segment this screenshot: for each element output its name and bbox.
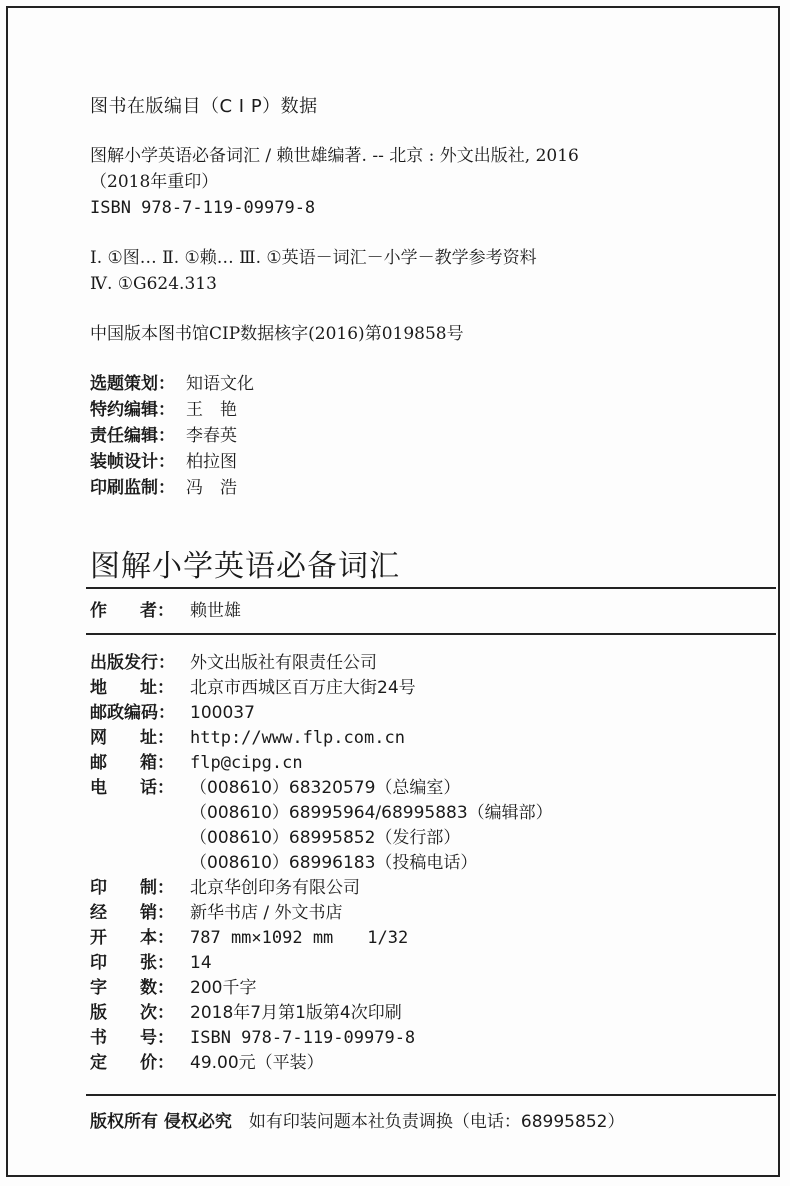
edition-key: 版 xyxy=(90,1003,107,1023)
credit-row xyxy=(90,371,254,397)
book-title: 图解小学英语必备词汇 xyxy=(90,549,400,584)
website-key: 网 xyxy=(90,728,107,748)
address-key: 地 xyxy=(90,678,107,698)
postcode-key: 邮政编码： xyxy=(90,703,175,723)
postcode-value: 100037 xyxy=(190,703,255,723)
rights-notice: 版权所有 侵权必究 xyxy=(90,1112,232,1132)
phone-key-2: 话： xyxy=(140,778,174,798)
cip-line-2: （2018年重印） xyxy=(90,172,219,192)
format-key: 开 xyxy=(90,928,107,948)
email-key: 邮 xyxy=(90,753,107,773)
printer-row xyxy=(90,875,360,901)
email-key-2: 箱： xyxy=(140,753,174,773)
address-value: 北京市西城区百万庄大街24号 xyxy=(190,678,416,698)
printer-key: 印 xyxy=(90,878,107,898)
format-value: 787 mm×1092 mm 1/32 xyxy=(190,928,409,948)
words-key-2: 数： xyxy=(140,978,174,998)
isbn-key-2: 号： xyxy=(140,1028,174,1048)
footer-divider xyxy=(86,1094,776,1096)
words-value: 200千字 xyxy=(190,978,257,998)
phone-key: 电 xyxy=(90,778,107,798)
printer-key-2: 制： xyxy=(140,878,174,898)
website-value: http://www.flp.com.cn xyxy=(190,728,405,748)
price-row xyxy=(90,1050,324,1076)
address-key-2: 址： xyxy=(140,678,174,698)
isbn-key: 书 xyxy=(90,1028,107,1048)
edition-value: 2018年7月第1版第4次印刷 xyxy=(190,1003,402,1023)
distributor-value: 新华书店 / 外文书店 xyxy=(190,903,343,923)
edition-row xyxy=(90,1000,402,1026)
isbn-row xyxy=(90,1025,415,1051)
cip-line-1: 图解小学英语必备词汇 / 赖世雄编著. -- 北京 : 外文出版社, 2016 xyxy=(90,146,579,166)
address-row xyxy=(90,675,416,701)
credit-key: 责任编辑： xyxy=(90,426,175,446)
credit-value: 柏拉图 xyxy=(186,452,237,472)
publisher-key: 出版发行： xyxy=(90,653,175,673)
isbn-value: ISBN 978-7-119-09979-8 xyxy=(190,1028,416,1048)
distributor-row xyxy=(90,900,343,926)
sheets-row xyxy=(90,950,212,976)
cip-number: 中国版本图书馆CIP数据核字(2016)第019858号 xyxy=(90,324,464,344)
credit-row xyxy=(90,423,237,449)
credit-key: 特约编辑： xyxy=(90,400,175,420)
postcode-row xyxy=(90,700,255,726)
format-key-2: 本： xyxy=(140,928,174,948)
phone-value-2: （008610）68995964/68995883（编辑部） xyxy=(190,803,553,823)
author-row xyxy=(90,598,241,624)
phone-value-4: （008610）68996183（投稿电话） xyxy=(190,853,478,873)
credit-key: 印刷监制： xyxy=(90,478,175,498)
footer xyxy=(90,1107,624,1132)
format-row xyxy=(90,925,408,951)
sheets-value: 14 xyxy=(190,953,212,973)
author-divider xyxy=(86,633,776,635)
credit-value: 王 艳 xyxy=(186,400,237,420)
price-key-2: 价： xyxy=(140,1053,174,1073)
website-key-2: 址： xyxy=(140,728,174,748)
credit-value: 李春英 xyxy=(186,426,237,446)
credit-key: 选题策划： xyxy=(90,374,175,394)
cip-classification-1: Ⅰ. ①图… Ⅱ. ①赖… Ⅲ. ①英语－词汇－小学－教学参考资料 xyxy=(90,248,537,268)
credit-row xyxy=(90,397,237,423)
distributor-key-2: 销： xyxy=(140,903,174,923)
publisher-row xyxy=(90,650,377,676)
sheets-key-2: 张： xyxy=(140,953,174,973)
replacement-notice: 如有印装问题本社负责调换（电话：68995852） xyxy=(248,1112,625,1132)
edition-key-2: 次： xyxy=(140,1003,174,1023)
cip-isbn: ISBN 978-7-119-09979-8 xyxy=(90,198,316,218)
website-row xyxy=(90,725,405,751)
author-value: 赖世雄 xyxy=(190,601,241,621)
cip-classification-2: Ⅳ. ①G624.313 xyxy=(90,274,217,294)
phone-row xyxy=(90,775,460,801)
title-divider xyxy=(86,587,776,589)
email-value: flp@cipg.cn xyxy=(190,753,303,773)
credit-row xyxy=(90,475,237,501)
words-key: 字 xyxy=(90,978,107,998)
price-key: 定 xyxy=(90,1053,107,1073)
words-row xyxy=(90,975,256,1001)
credit-key: 装帧设计： xyxy=(90,452,175,472)
phone-value-3: （008610）68995852（发行部） xyxy=(190,828,461,848)
credit-row xyxy=(90,449,237,475)
credit-value: 冯 浩 xyxy=(186,478,237,498)
cip-header: 图书在版编目（C I P）数据 xyxy=(90,96,318,117)
distributor-key: 经 xyxy=(90,903,107,923)
author-key-2: 者： xyxy=(140,601,174,621)
printer-value: 北京华创印务有限公司 xyxy=(190,878,360,898)
author-key: 作 xyxy=(90,601,107,621)
price-value: 49.00元（平装） xyxy=(190,1053,324,1073)
credit-value: 知语文化 xyxy=(186,374,254,394)
sheets-key: 印 xyxy=(90,953,107,973)
publisher-value: 外文出版社有限责任公司 xyxy=(190,653,377,673)
phone-value: （008610）68320579（总编室） xyxy=(190,778,461,798)
email-row xyxy=(90,750,303,776)
